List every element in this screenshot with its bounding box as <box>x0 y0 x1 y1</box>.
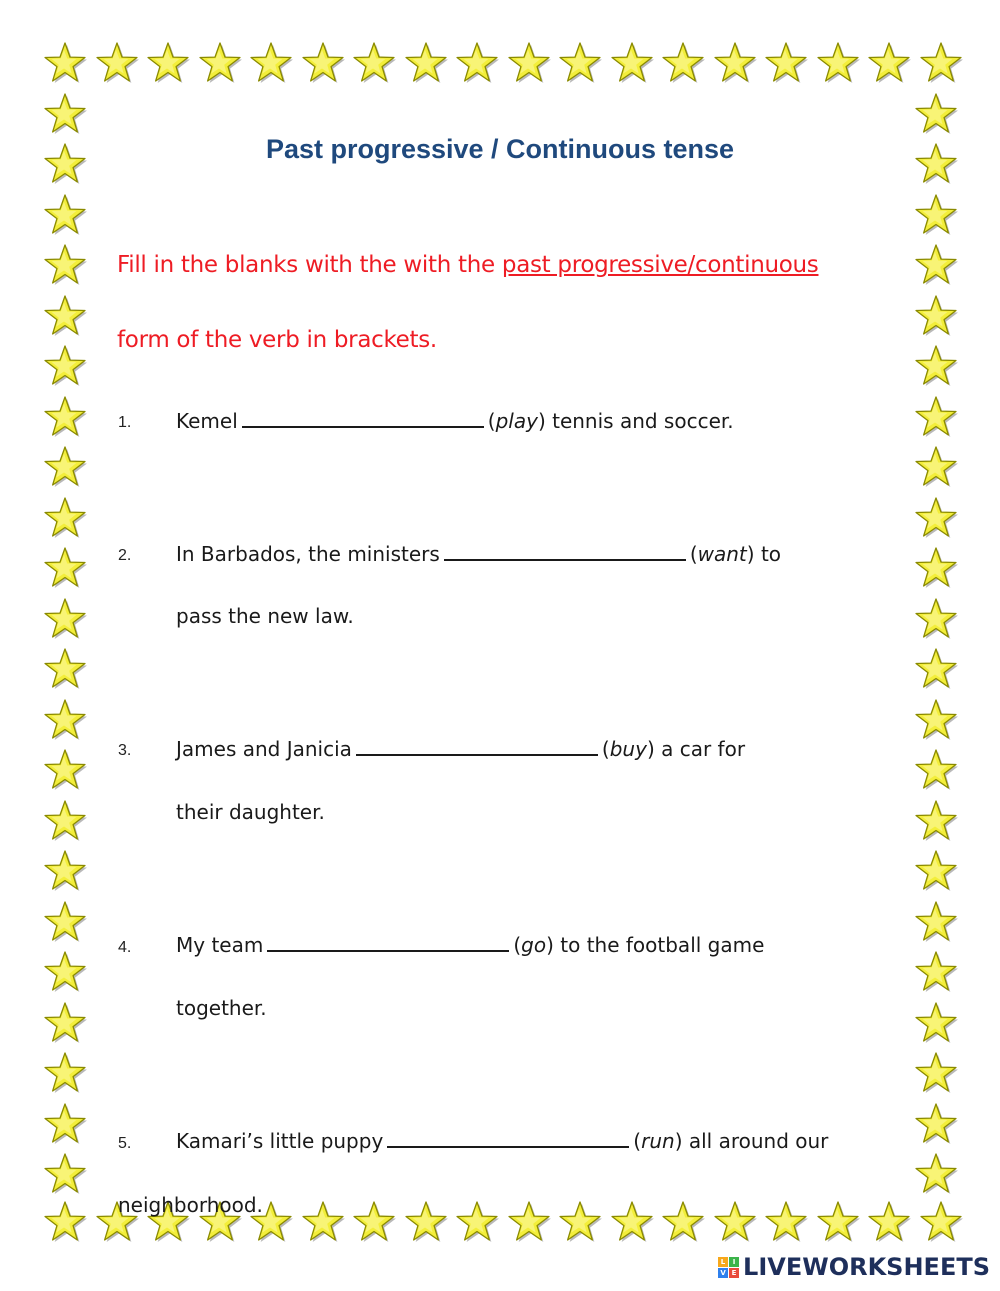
star-icon <box>914 647 958 691</box>
question-5-continuation: neighborhood. <box>118 1193 263 1217</box>
star-icon <box>914 496 958 540</box>
star-icon <box>352 41 396 85</box>
star-icon <box>914 445 958 489</box>
star-icon <box>43 193 87 237</box>
answer-blank-4[interactable] <box>267 932 509 952</box>
star-icon <box>661 41 705 85</box>
star-icon <box>43 950 87 994</box>
star-icon <box>661 1200 705 1244</box>
answer-blank-2[interactable] <box>444 541 686 561</box>
star-icon <box>713 1200 757 1244</box>
star-icon <box>867 41 911 85</box>
star-icon <box>914 900 958 944</box>
star-icon <box>914 748 958 792</box>
star-icon <box>914 92 958 136</box>
star-icon <box>43 546 87 590</box>
star-icon <box>764 41 808 85</box>
star-icon <box>43 1200 87 1244</box>
star-icon <box>610 41 654 85</box>
star-icon <box>43 647 87 691</box>
star-icon <box>43 597 87 641</box>
star-icon <box>404 41 448 85</box>
star-icon <box>43 698 87 742</box>
star-icon <box>914 597 958 641</box>
logo-tile: E <box>729 1268 739 1278</box>
instruction-line-1 <box>117 252 818 278</box>
question-2: In Barbados, the ministers (want) to <box>176 542 782 566</box>
logo-tile: L <box>718 1257 728 1267</box>
star-icon <box>558 1200 602 1244</box>
star-icon <box>43 748 87 792</box>
star-icon <box>455 41 499 85</box>
question-number: 4. <box>118 939 132 956</box>
star-icon <box>455 1200 499 1244</box>
worksheet-title: Past progressive / Continuous tense <box>265 134 735 164</box>
star-icon <box>43 1051 87 1095</box>
star-icon <box>867 1200 911 1244</box>
star-icon <box>43 900 87 944</box>
star-icon <box>43 1001 87 1045</box>
star-icon <box>43 799 87 843</box>
star-icon <box>43 849 87 893</box>
star-icon <box>43 445 87 489</box>
star-icon <box>95 41 139 85</box>
answer-blank-5[interactable] <box>387 1128 629 1148</box>
instruction-text: Fill in the blanks with the with the <box>117 252 502 278</box>
star-icon <box>914 294 958 338</box>
star-icon <box>43 1152 87 1196</box>
question-3: James and Janicia (buy) a car for <box>176 737 746 761</box>
logo-tile: V <box>718 1268 728 1278</box>
question-4: My team (go) to the football game <box>176 933 765 957</box>
star-icon <box>249 41 293 85</box>
star-icon <box>43 243 87 287</box>
star-icon <box>914 698 958 742</box>
star-icon <box>914 193 958 237</box>
star-icon <box>914 849 958 893</box>
star-icon <box>301 41 345 85</box>
star-icon <box>558 41 602 85</box>
star-icon <box>352 1200 396 1244</box>
question-number: 1. <box>118 414 132 431</box>
logo-tile: I <box>729 1257 739 1267</box>
star-icon <box>914 1051 958 1095</box>
answer-blank-3[interactable] <box>356 736 598 756</box>
star-icon <box>404 1200 448 1244</box>
star-icon <box>914 344 958 388</box>
star-icon <box>43 496 87 540</box>
star-icon <box>507 41 551 85</box>
liveworksheets-brand[interactable] <box>718 1252 990 1282</box>
star-icon <box>919 41 963 85</box>
question-5: Kamari’s little puppy (run) all around our <box>176 1129 829 1153</box>
question-number: 5. <box>118 1135 132 1152</box>
star-icon <box>914 799 958 843</box>
star-icon <box>919 1200 963 1244</box>
star-icon <box>914 395 958 439</box>
star-icon <box>146 41 190 85</box>
star-icon <box>914 1001 958 1045</box>
instruction-line-2: form of the verb in brackets. <box>117 327 437 353</box>
star-icon <box>198 41 242 85</box>
liveworksheets-logo-icon <box>718 1257 739 1278</box>
star-icon <box>914 1152 958 1196</box>
star-icon <box>914 1102 958 1146</box>
question-4-continuation: together. <box>176 996 267 1020</box>
question-number: 3. <box>118 742 132 759</box>
star-icon <box>43 92 87 136</box>
star-icon <box>914 243 958 287</box>
star-icon <box>507 1200 551 1244</box>
star-icon <box>816 41 860 85</box>
question-1: Kemel (play) tennis and soccer. <box>176 409 734 433</box>
star-icon <box>43 41 87 85</box>
star-icon <box>43 395 87 439</box>
star-icon <box>43 1102 87 1146</box>
answer-blank-1[interactable] <box>242 408 484 428</box>
star-icon <box>914 546 958 590</box>
star-icon <box>816 1200 860 1244</box>
star-icon <box>713 41 757 85</box>
star-icon <box>610 1200 654 1244</box>
star-icon <box>301 1200 345 1244</box>
liveworksheets-wordmark: LIVEWORKSHEETS <box>743 1253 990 1281</box>
star-icon <box>43 294 87 338</box>
question-number: 2. <box>118 547 132 564</box>
star-icon <box>914 950 958 994</box>
star-icon <box>43 344 87 388</box>
instruction-underlined-text: past progressive/continuous <box>501 252 819 278</box>
question-2-continuation: pass the new law. <box>176 604 354 628</box>
star-icon <box>764 1200 808 1244</box>
question-3-continuation: their daughter. <box>176 800 325 824</box>
